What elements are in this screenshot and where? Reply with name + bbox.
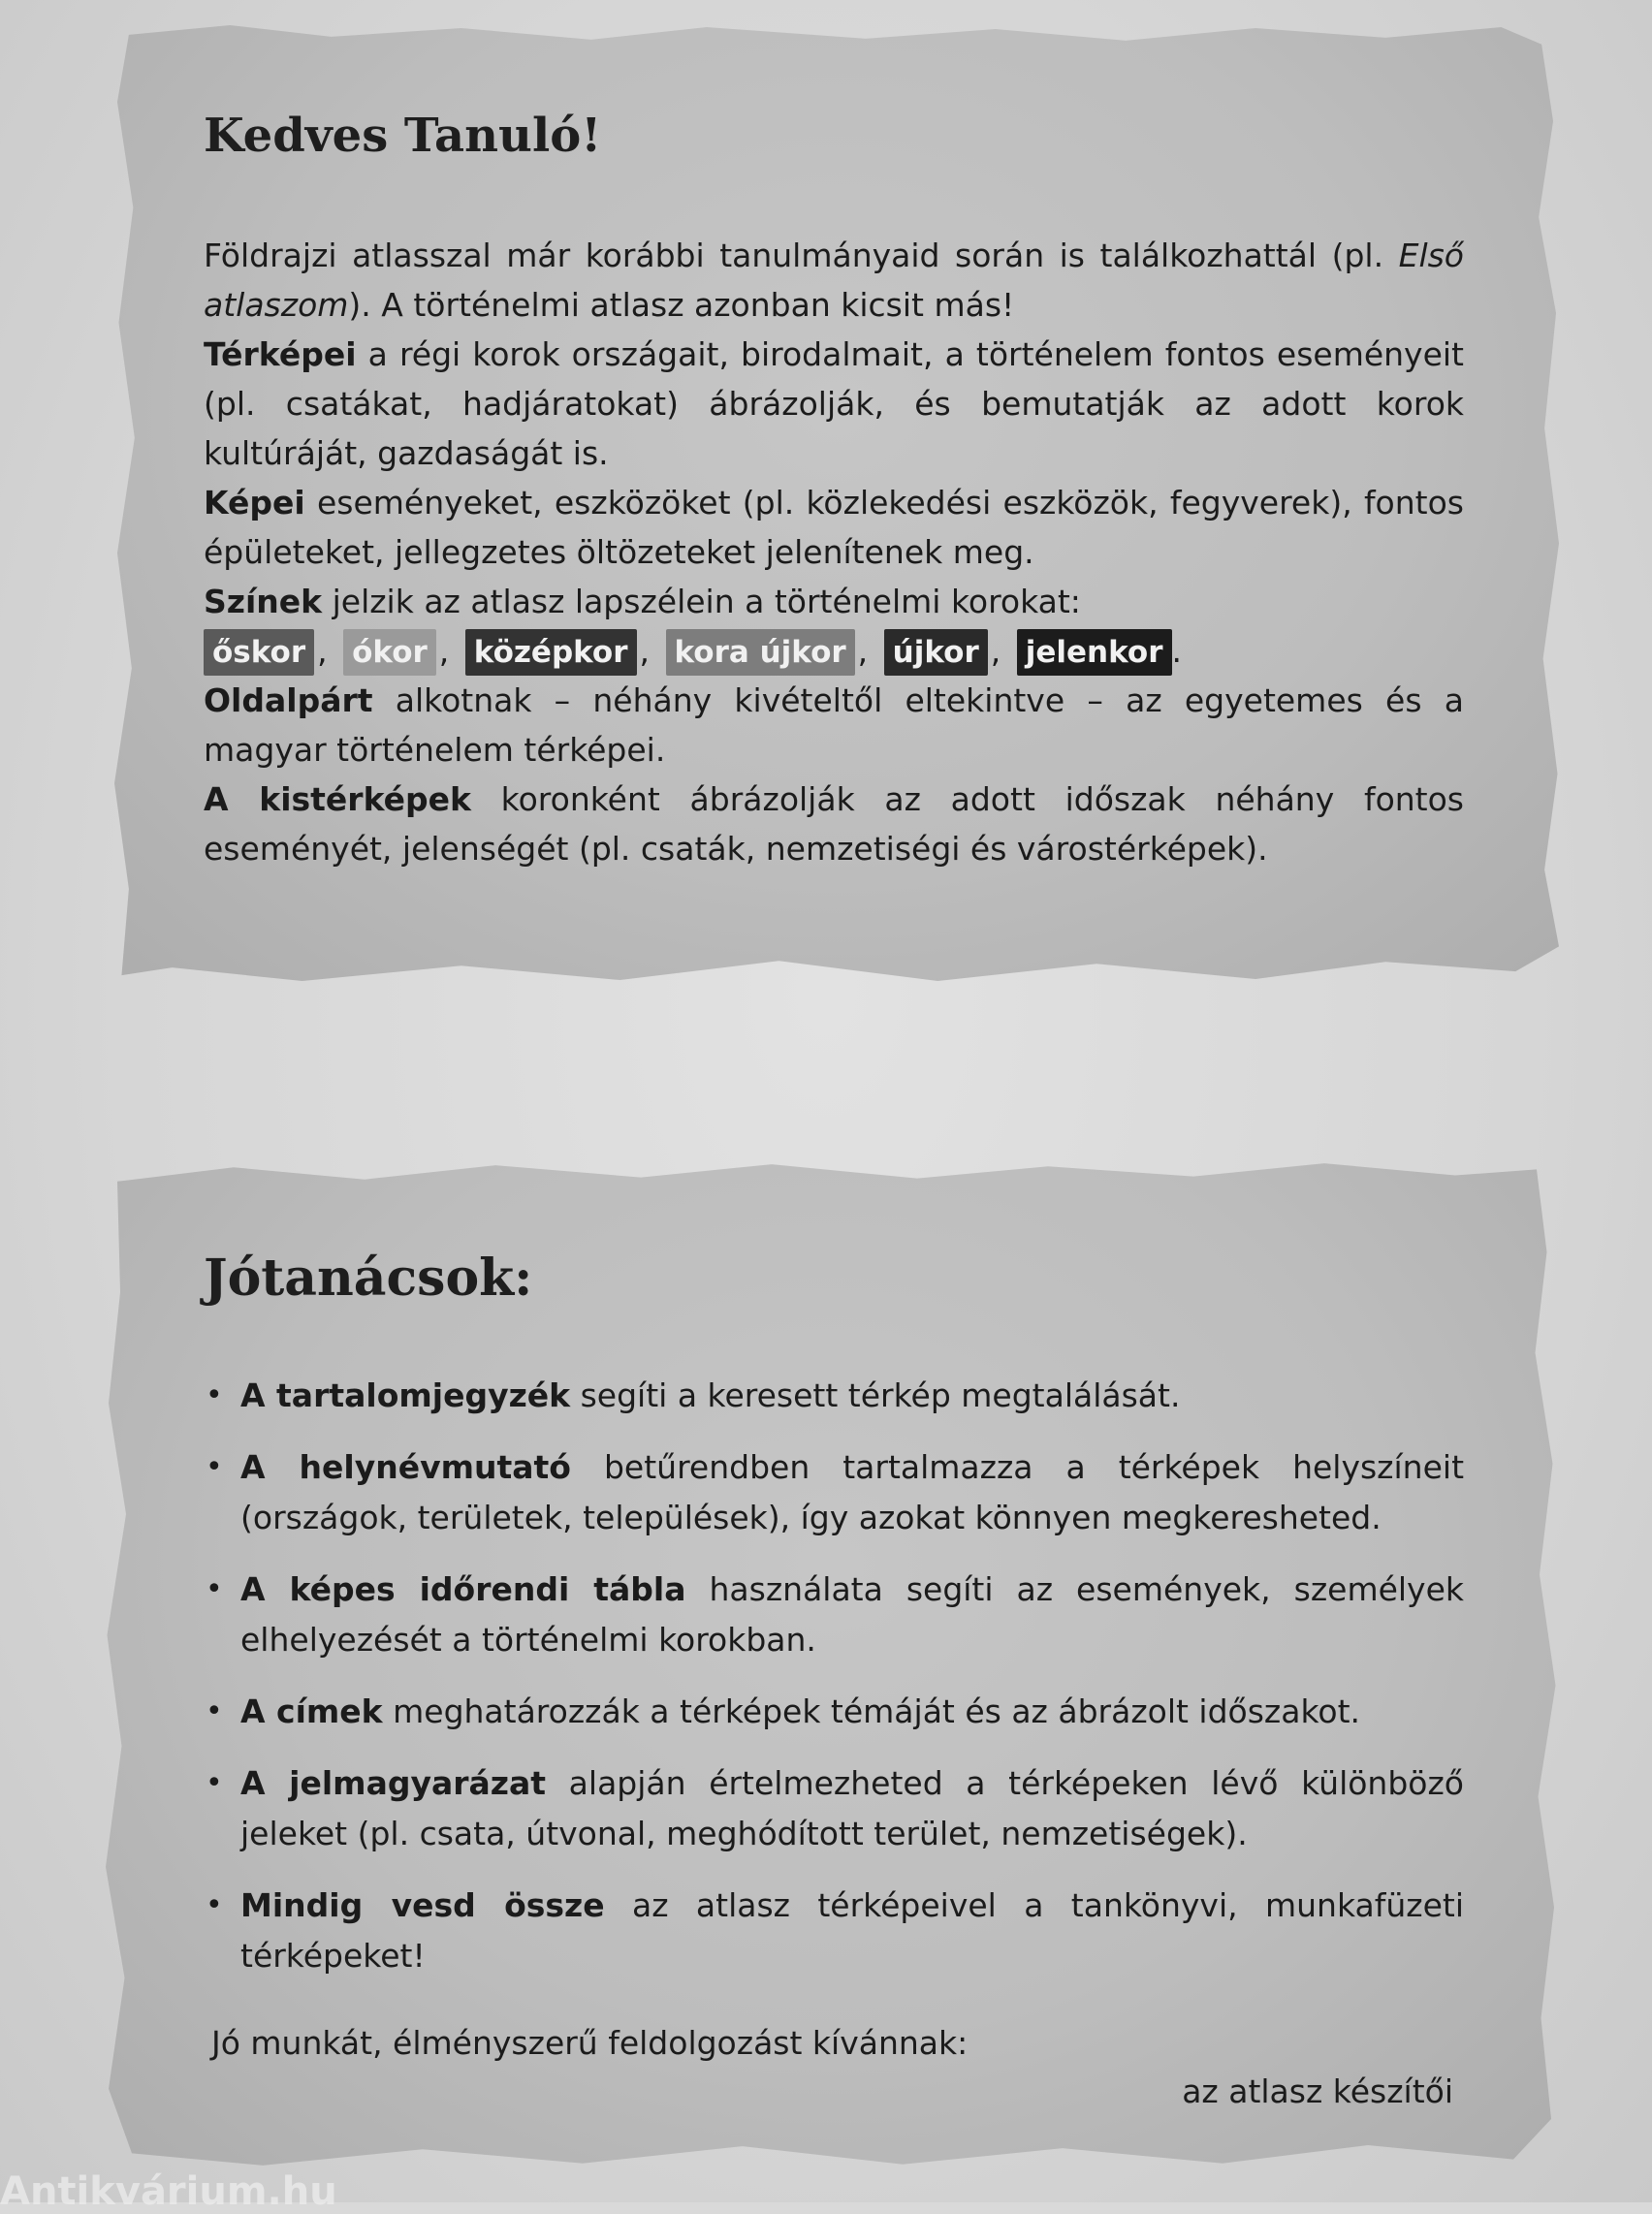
era-label-jelenkor: jelenkor (1017, 629, 1172, 676)
bullet-icon: • (206, 1572, 223, 1606)
watermark-text: Antikvárium.hu (0, 2169, 337, 2214)
tips-list (204, 1371, 1464, 2003)
era-end-period: . (1171, 632, 1182, 670)
closing-text: Jó munkát, élményszerű feldolgozást kívánnak: (211, 2024, 969, 2062)
era-separator: , (857, 632, 869, 670)
era-separator: , (639, 632, 651, 670)
bullet-icon: • (206, 1694, 223, 1728)
signature-text: az atlasz készítői (1182, 2072, 1453, 2110)
intro-paragraph-pictures: Képei eseményeket, eszközöket (pl. közlekedési eszközök, fegyverek), fontos épületeket, jellegzetes öltözeteket jelenítenek meg. (204, 484, 1464, 571)
bullet-icon: • (206, 1888, 223, 1922)
atlas-title-emphasis: Első atlaszom (204, 237, 1464, 324)
bullet-icon: • (206, 1378, 223, 1412)
era-label-okor: ókor (343, 629, 436, 676)
era-label-kora-ujkor: kora újkor (666, 629, 855, 676)
era-label-kozepkor: középkor (465, 629, 637, 676)
tip-item-compare-maps: • Mindig vesd össze az atlasz térképeivel a tankönyvi, munkafüzeti térképeket! (204, 1881, 1464, 1981)
bullet-icon: • (206, 1766, 223, 1800)
tips-title: Jótanácsok: (204, 1249, 533, 1308)
tip-item-legend: • A jelmagyarázat alapján értelmezheted a térképeken lévő különböző jeleket (pl. csata, útvonal, meghódított terület, nemzetiségek). (204, 1758, 1464, 1859)
intro-title: Kedves Tanuló! (204, 109, 602, 163)
era-separator: , (438, 632, 450, 670)
tip-item-titles: • A címek meghatározzák a térképek témáját és az ábrázolt időszakot. (204, 1687, 1464, 1737)
tip-item-timeline-table: • A képes időrendi tábla használata segíti az események, személyek elhelyezését a történelmi korokban. (204, 1565, 1464, 1665)
tip-item-table-of-contents: • A tartalomjegyzék segíti a keresett térkép megtalálását. (204, 1371, 1464, 1421)
tip-item-place-name-index: • A helynévmutató betűrendben tartalmazza a térképek helyszíneit (országok, területek, települések), így azokat könnyen megkeresheted. (204, 1442, 1464, 1543)
intro-body (204, 231, 1464, 873)
era-label-ujkor: újkor (884, 629, 988, 676)
intro-paragraph-colors: Színek jelzik az atlasz lapszélein a történelmi korokat: (204, 583, 1081, 620)
intro-paragraph-maps: Térképei a régi korok országait, birodalmait, a történelem fontos eseményeit (pl. csatákat, hadjáratokat) ábrázolják, és bemutatják az adott korok kultúráját, gazdaságát is. (204, 335, 1464, 472)
era-label-oskor: őskor (204, 629, 314, 676)
intro-paragraph-spreads: Oldalpárt alkotnak – néhány kivételtől eltekintve – az egyetemes és a magyar történelem térképei. (204, 681, 1464, 769)
intro-paragraph-atlas: Földrajzi atlasszal már korábbi tanulmányaid során is találkozhattál (pl. Első atlaszom). A történelmi atlasz azonban kicsit más! (204, 237, 1464, 324)
era-separator: , (317, 632, 328, 670)
bullet-icon: • (206, 1450, 223, 1484)
era-separator: , (990, 632, 1001, 670)
intro-paragraph-small-maps: A kistérképek koronként ábrázolják az adott időszak néhány fontos eseményét, jelenségét (pl. csaták, nemzetiségi és várostérképek). (204, 780, 1464, 868)
era-legend (204, 626, 1464, 676)
